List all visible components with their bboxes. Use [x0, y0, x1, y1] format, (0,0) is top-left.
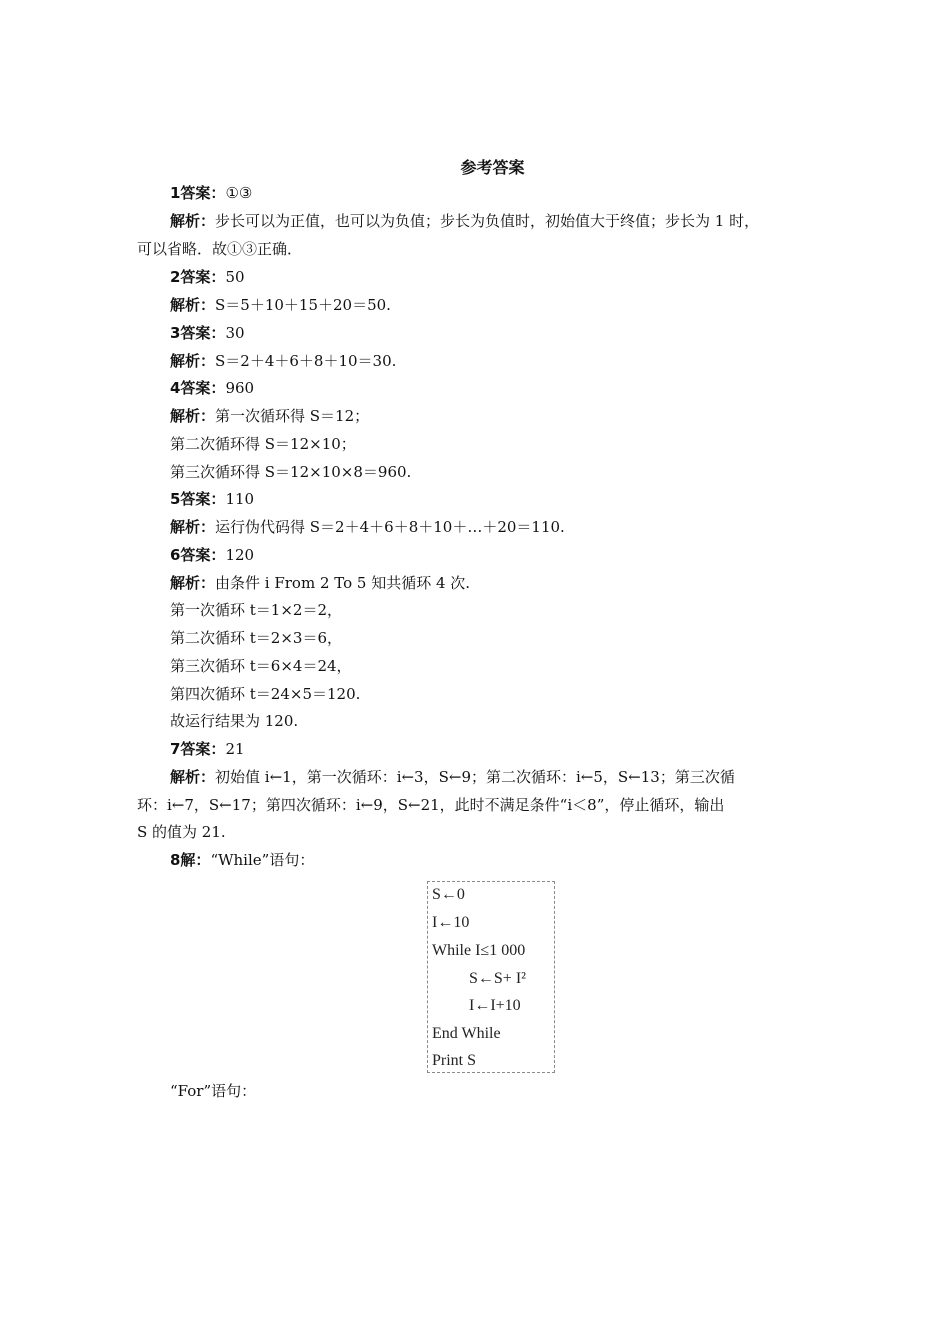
while-code-box	[427, 881, 555, 1073]
line-label: 解析：	[170, 352, 216, 370]
line-text: 120	[225, 546, 255, 564]
line-text: 环：i←7，S←17；第四次循环：i←9，S←21，此时不满足条件“i＜8”，停止循环，输出	[137, 796, 725, 814]
answer-line	[170, 683, 360, 705]
answer-line	[170, 266, 245, 288]
line-text: 可以省略．故①③正确．	[137, 240, 303, 258]
line-text: 110	[225, 490, 255, 508]
answer-line	[170, 655, 352, 677]
line-text: 步长可以为正值，也可以为负值；步长为负值时，初始值大于终值；步长为 1 时，	[215, 212, 760, 230]
answer-line	[170, 544, 254, 566]
line-label: 5答案：	[170, 490, 226, 508]
line-text: 故运行结果为 120.	[170, 712, 299, 730]
line-label: 2答案：	[170, 268, 226, 286]
line-label: 解析：	[170, 407, 216, 425]
line-text: 第三次循环 t＝6×4＝24，	[170, 657, 352, 675]
answer-line	[170, 377, 254, 399]
line-text: 21	[225, 740, 245, 758]
answer-line	[170, 849, 314, 871]
answer-line	[170, 627, 342, 649]
answer-line	[170, 710, 298, 732]
answer-line	[170, 405, 369, 427]
answer-line	[170, 461, 411, 483]
line-label: 7答案：	[170, 740, 226, 758]
answer-line	[170, 516, 565, 538]
line-text: 第一次循环 t＝1×2＝2，	[170, 601, 342, 619]
line-label: 解析：	[170, 212, 216, 230]
line-label: 3答案：	[170, 324, 226, 342]
line-text: 960	[225, 379, 255, 397]
line-label: 8解：	[170, 851, 211, 869]
answer-line	[170, 182, 252, 204]
line-label: 1答案：	[170, 184, 226, 202]
line-text: 第四次循环 t＝24×5＝120.	[170, 685, 361, 703]
answer-line	[137, 794, 724, 816]
line-label: 6答案：	[170, 546, 226, 564]
line-text: 30	[225, 324, 245, 342]
answer-line	[170, 572, 470, 594]
line-text: “For”语句：	[170, 1082, 257, 1100]
page-title: 参考答案	[460, 158, 525, 177]
line-text: 第二次循环 t＝2×3＝6，	[170, 629, 342, 647]
line-text: ①③	[225, 184, 253, 202]
line-text: 50	[225, 268, 245, 286]
answer-line	[170, 350, 396, 372]
line-text: 初始值 i←1，第一次循环：i←3，S←9；第二次循环：i←5，S←13；第三次循	[215, 768, 735, 786]
line-text: S＝2＋4＋6＋8＋10＝30.	[215, 352, 397, 370]
answer-line	[170, 599, 342, 621]
code-line: S←S+ I²	[469, 970, 526, 987]
answer-line	[170, 210, 759, 232]
answer-line	[170, 322, 245, 344]
answer-line	[170, 488, 254, 510]
code-line: End While	[432, 1025, 501, 1042]
line-text: 运行伪代码得 S＝2＋4＋6＋8＋10＋…＋20＝110.	[215, 518, 565, 536]
line-label: 解析：	[170, 296, 216, 314]
line-text: 第三次循环得 S＝12×10×8＝960.	[170, 463, 412, 481]
line-text: S 的值为 21.	[137, 823, 226, 841]
answer-line	[170, 766, 735, 788]
code-line: While I≤1 000	[432, 942, 526, 959]
answer-line	[137, 821, 226, 843]
answer-line	[137, 238, 302, 260]
line-label: 解析：	[170, 574, 216, 592]
answer-line	[170, 738, 245, 760]
line-label: 解析：	[170, 768, 216, 786]
line-text: 第二次循环得 S＝12×10；	[170, 435, 356, 453]
line-text: “While”语句：	[210, 851, 315, 869]
code-line: I←I+10	[469, 997, 521, 1014]
line-text: S＝5＋10＋15＋20＝50.	[215, 296, 391, 314]
answer-line	[170, 433, 356, 455]
code-line: S←0	[432, 886, 465, 903]
line-text: 第一次循环得 S＝12；	[215, 407, 370, 425]
line-text: 由条件 i From 2 To 5 知共循环 4 次.	[215, 574, 471, 592]
code-line: Print S	[432, 1052, 477, 1069]
answer-line	[170, 1080, 256, 1102]
answer-line	[170, 294, 391, 316]
line-label: 4答案：	[170, 379, 226, 397]
line-label: 解析：	[170, 518, 216, 536]
code-line: I←10	[432, 914, 470, 931]
